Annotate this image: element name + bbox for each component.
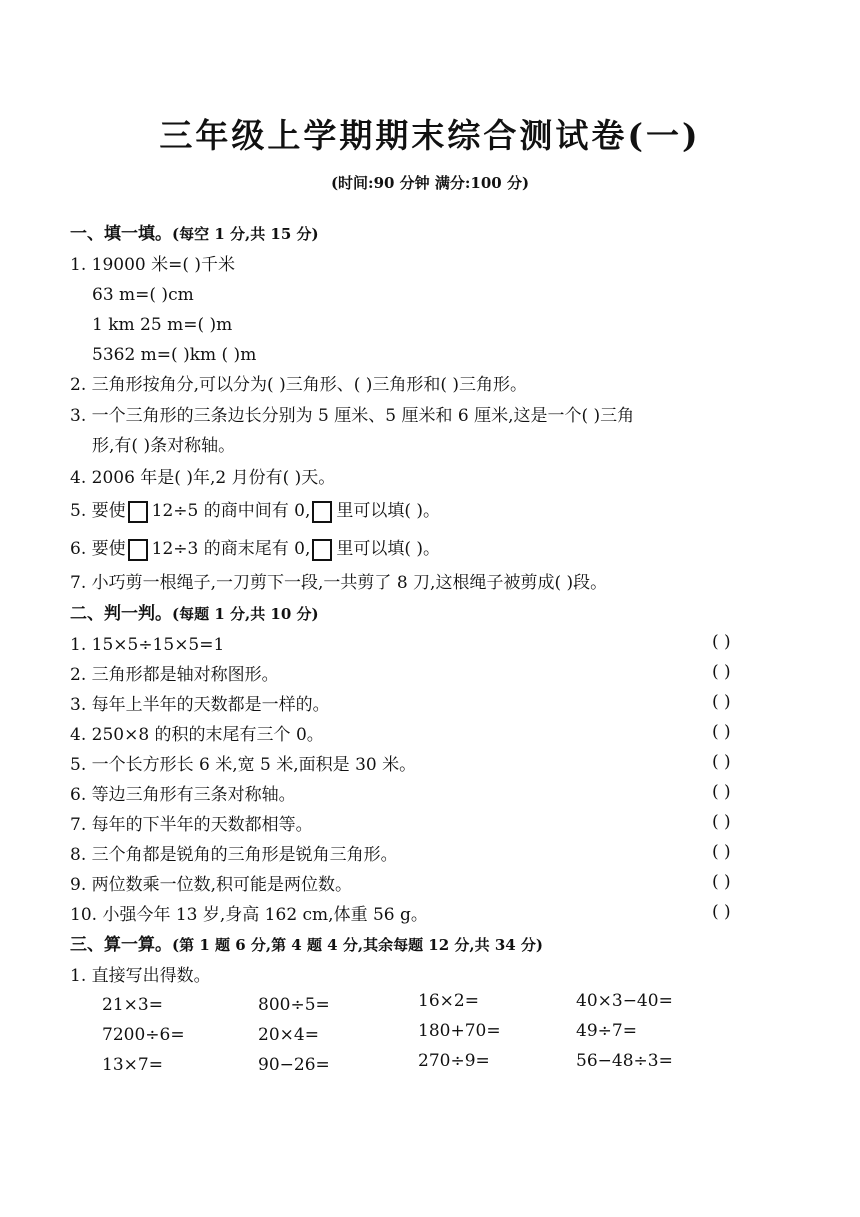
answer-paren: ( ) [712, 842, 731, 862]
blank-box [128, 501, 148, 523]
calc-item: 56−48÷3= [576, 1051, 673, 1071]
judge-item: 7. 每年的下半年的天数都相等。 [70, 815, 313, 835]
q1-line1: 1. 19000 米=( )千米 [70, 255, 236, 275]
section2-heading [70, 602, 319, 626]
answer-paren: ( ) [712, 902, 731, 922]
section2-note: (每题 1 分,共 10 分) [172, 605, 319, 623]
section3-title: 三、算一算。 [70, 935, 172, 955]
q5-part1: 5. 要使 [70, 501, 126, 521]
section1-note: (每空 1 分,共 15 分) [172, 225, 319, 243]
q3-line2: 形,有( )条对称轴。 [92, 436, 236, 456]
answer-paren: ( ) [712, 812, 731, 832]
judge-item: 6. 等边三角形有三条对称轴。 [70, 785, 296, 805]
answer-paren: ( ) [712, 752, 731, 772]
blank-box [312, 539, 332, 561]
calc-item: 16×2= [418, 991, 479, 1011]
answer-paren: ( ) [712, 872, 731, 892]
judge-item: 10. 小强今年 13 岁,身高 162 cm,体重 56 g。 [70, 905, 428, 925]
section1-heading [70, 222, 319, 246]
q4-line: 4. 2006 年是( )年,2 月份有( )天。 [70, 468, 336, 488]
calc-item: 40×3−40= [576, 991, 673, 1011]
calc-item: 800÷5= [258, 995, 330, 1015]
q3-line1: 3. 一个三角形的三条边长分别为 5 厘米、5 厘米和 6 厘米,这是一个( )三角 [70, 406, 635, 426]
q6-part2: 12÷3 的商末尾有 0, [151, 539, 311, 559]
judge-item: 1. 15×5÷15×5=1 [70, 635, 225, 655]
calc-item: 90−26= [258, 1055, 330, 1075]
answer-paren: ( ) [712, 782, 731, 802]
calc-item: 20×4= [258, 1025, 319, 1045]
section2-title: 二、判一判。 [70, 604, 172, 624]
q1-line3: 1 km 25 m=( )m [92, 315, 233, 335]
answer-paren: ( ) [712, 632, 731, 652]
calc-item: 49÷7= [576, 1021, 637, 1041]
q1-line2: 63 m=( )cm [92, 285, 194, 305]
q6-part3: 里可以填( )。 [336, 539, 441, 559]
section3-q1-label: 1. 直接写出得数。 [70, 966, 211, 986]
answer-paren: ( ) [712, 722, 731, 742]
calc-item: 7200÷6= [102, 1025, 185, 1045]
q1-line4: 5362 m=( )km ( )m [92, 345, 257, 365]
q7-line: 7. 小巧剪一根绳子,一刀剪下一段,一共剪了 8 刀,这根绳子被剪成( )段。 [70, 573, 608, 593]
exam-subtitle: (时间:90 分钟 满分:100 分) [330, 174, 530, 192]
q5-part2: 12÷5 的商中间有 0, [151, 501, 311, 521]
answer-paren: ( ) [712, 692, 731, 712]
q6-part1: 6. 要使 [70, 539, 126, 559]
exam-title: 三年级上学期期末综合测试卷(一) [159, 116, 701, 155]
judge-item: 5. 一个长方形长 6 米,宽 5 米,面积是 30 米。 [70, 755, 417, 775]
calc-item: 180+70= [418, 1021, 501, 1041]
calc-item: 13×7= [102, 1055, 163, 1075]
judge-item: 2. 三角形都是轴对称图形。 [70, 665, 279, 685]
section3-note: (第 1 题 6 分,第 4 题 4 分,其余每题 12 分,共 34 分) [172, 936, 544, 954]
calc-item: 270÷9= [418, 1051, 490, 1071]
section1-title: 一、填一填。 [70, 224, 172, 244]
q2-line: 2. 三角形按角分,可以分为( )三角形、( )三角形和( )三角形。 [70, 375, 528, 395]
q5-part3: 里可以填( )。 [336, 501, 441, 521]
judge-item: 8. 三个角都是锐角的三角形是锐角三角形。 [70, 845, 398, 865]
calc-item: 21×3= [102, 995, 163, 1015]
judge-item: 9. 两位数乘一位数,积可能是两位数。 [70, 875, 353, 895]
answer-paren: ( ) [712, 662, 731, 682]
q5-line [70, 499, 440, 523]
judge-item: 3. 每年上半年的天数都是一样的。 [70, 695, 330, 715]
q6-line [70, 537, 440, 561]
judge-item: 4. 250×8 的积的末尾有三个 0。 [70, 725, 324, 745]
blank-box [312, 501, 332, 523]
blank-box [128, 539, 148, 561]
section3-heading [70, 933, 543, 957]
